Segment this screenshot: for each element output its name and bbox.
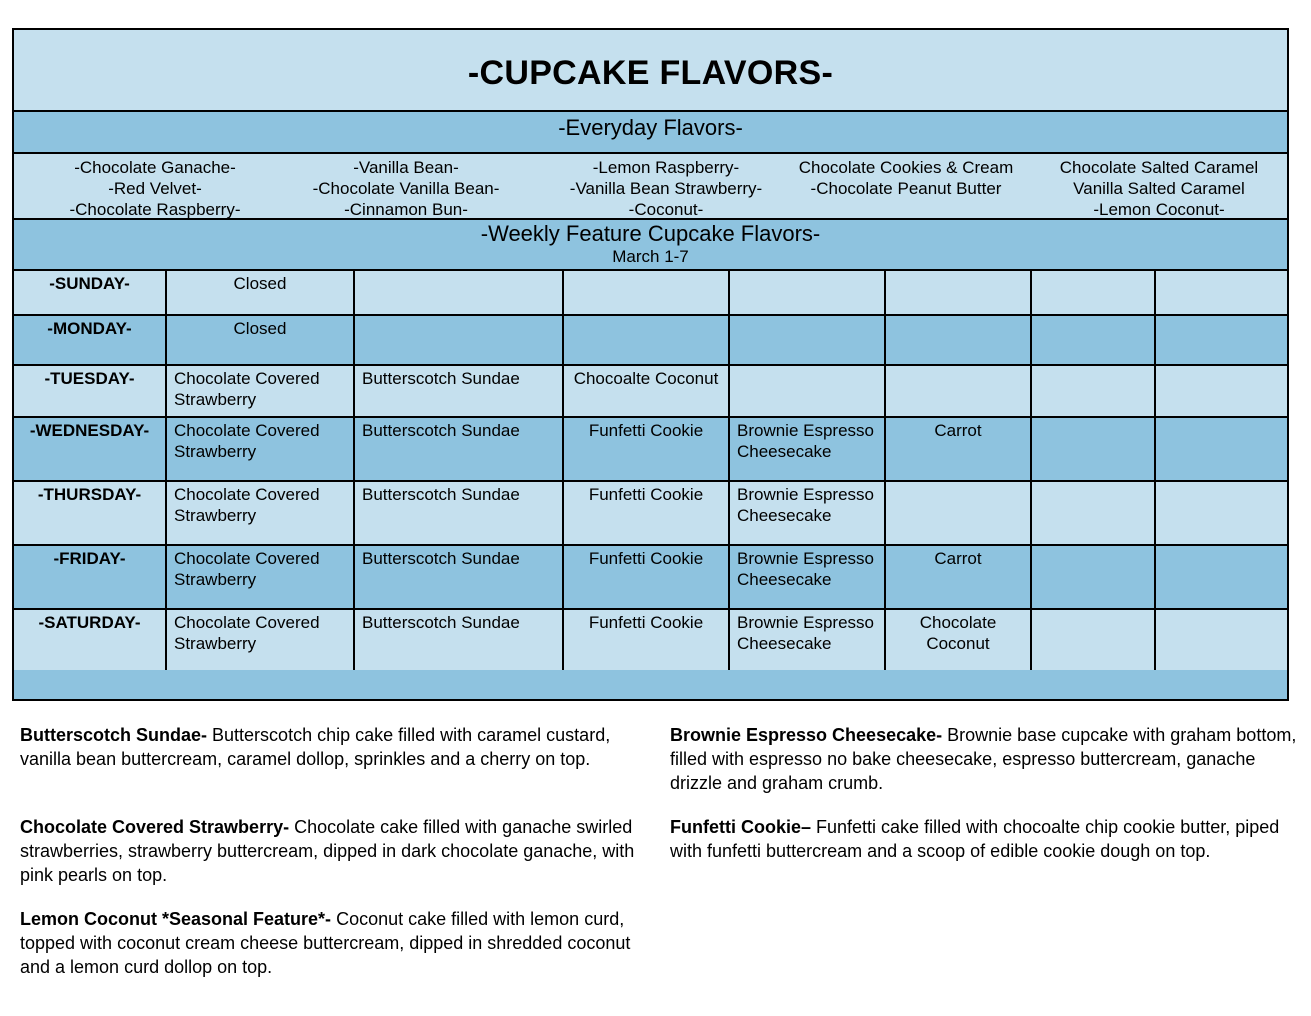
feature-flavor-cell (1031, 417, 1155, 481)
feature-flavor-cell: Butterscotch Sundae (354, 609, 563, 673)
description-name: Lemon Coconut *Seasonal Feature*- (20, 909, 332, 929)
feature-flavor-cell: Chocolate Covered Strawberry (166, 365, 354, 417)
feature-flavor-cell (1031, 545, 1155, 609)
everyday-heading-band (14, 112, 1287, 154)
feature-flavor-cell: Brownie Espresso Cheesecake (729, 481, 885, 545)
day-label: -WEDNESDAY- (14, 417, 166, 481)
everyday-heading: -Everyday Flavors- (558, 115, 743, 140)
everyday-flavor: Chocolate Cookies & Cream (798, 158, 1014, 177)
description-lemon-coconut (20, 907, 650, 979)
everyday-flavor: -Cinnamon Bun- (344, 200, 468, 219)
everyday-flavor: -Coconut- (628, 200, 704, 219)
weekly-dates: March 1-7 (612, 247, 689, 266)
day-label: -TUESDAY- (14, 365, 166, 417)
feature-flavor-cell: Funfetti Cookie (563, 545, 729, 609)
description-name: Butterscotch Sundae- (20, 725, 208, 745)
feature-flavor-cell (1031, 365, 1155, 417)
everyday-column-2 (296, 157, 516, 220)
feature-flavor-cell (885, 271, 1031, 315)
feature-flavor-cell (563, 271, 729, 315)
description-text: Butterscotch chip cake filled with caramel custard, vanilla bean buttercream, caramel dollop, sprinkles and a cherry on top. (20, 725, 611, 769)
everyday-flavor: -Lemon Coconut- (1093, 200, 1225, 219)
feature-flavor-cell (1031, 609, 1155, 673)
feature-flavor-cell (1031, 481, 1155, 545)
schedule-row (14, 545, 1287, 609)
feature-flavor-cell (1155, 609, 1287, 673)
feature-flavor-cell (1031, 315, 1155, 365)
description-funfetti-cookie (670, 815, 1306, 863)
everyday-flavor: Chocolate Salted Caramel (1059, 158, 1259, 177)
cupcake-menu-table (12, 28, 1289, 701)
day-label: -THURSDAY- (14, 481, 166, 545)
everyday-flavor: -Chocolate Raspberry- (69, 200, 241, 219)
feature-flavor-cell (354, 271, 563, 315)
everyday-flavor: -Vanilla Bean Strawberry- (569, 179, 763, 198)
weekly-heading: -Weekly Feature Cupcake Flavors- (480, 221, 821, 246)
feature-flavor-cell: Chocolate Coconut (885, 609, 1031, 673)
feature-flavor-cell (729, 315, 885, 365)
feature-flavor-cell: Chocoalte Coconut (563, 365, 729, 417)
feature-flavor-cell: Chocolate Covered Strawberry (166, 481, 354, 545)
day-label: -FRIDAY- (14, 545, 166, 609)
feature-flavor-cell (885, 481, 1031, 545)
description-name: Brownie Espresso Cheesecake- (670, 725, 943, 745)
description-text: Coconut cake filled with lemon curd, topped with coconut cream cheese buttercream, dipped in shredded coconut and a lemon curd dollop on top. (20, 909, 631, 977)
feature-flavor-cell: Closed (166, 271, 354, 315)
feature-flavor-cell (885, 315, 1031, 365)
feature-flavor-cell (885, 365, 1031, 417)
description-text: Chocolate cake filled with ganache swirled strawberries, strawberry buttercream, dipped in dark chocolate ganache, with pink pearls on top. (20, 817, 635, 885)
day-label: -SATURDAY- (14, 609, 166, 673)
feature-flavor-cell (1155, 417, 1287, 481)
weekly-heading-band (14, 220, 1287, 271)
feature-flavor-cell (1155, 545, 1287, 609)
schedule-row (14, 271, 1287, 315)
description-brownie-espresso-cheesecake (670, 723, 1306, 795)
everyday-column-3 (546, 157, 786, 220)
feature-flavor-cell: Butterscotch Sundae (354, 545, 563, 609)
page-title: -CUPCAKE FLAVORS- (467, 54, 834, 92)
feature-flavor-cell: Chocolate Covered Strawberry (166, 609, 354, 673)
feature-flavor-cell: Butterscotch Sundae (354, 365, 563, 417)
everyday-flavor: -Chocolate Ganache- (74, 158, 236, 177)
feature-flavor-cell: Funfetti Cookie (563, 609, 729, 673)
description-name: Chocolate Covered Strawberry- (20, 817, 290, 837)
feature-flavor-cell: Chocolate Covered Strawberry (166, 417, 354, 481)
feature-flavor-cell: Brownie Espresso Cheesecake (729, 545, 885, 609)
feature-flavor-cell (1155, 365, 1287, 417)
everyday-column-1 (14, 157, 296, 220)
schedule-row (14, 481, 1287, 545)
description-text: Brownie base cupcake with graham bottom, filled with espresso no bake cheesecake, espresso buttercream, ganache drizzle and graham crumb. (670, 725, 1297, 793)
everyday-column-4 (781, 157, 1031, 199)
everyday-flavor: -Chocolate Vanilla Bean- (312, 179, 500, 198)
description-chocolate-covered-strawberry (20, 815, 650, 887)
feature-flavor-cell (1031, 271, 1155, 315)
feature-flavor-cell: Funfetti Cookie (563, 417, 729, 481)
everyday-flavor: -Chocolate Peanut Butter (810, 179, 1002, 198)
feature-flavor-cell: Brownie Espresso Cheesecake (729, 609, 885, 673)
everyday-flavor-list (14, 154, 1287, 220)
description-butterscotch-sundae (20, 723, 650, 771)
feature-flavor-cell (1155, 315, 1287, 365)
feature-flavor-cell: Butterscotch Sundae (354, 481, 563, 545)
feature-flavor-cell: Closed (166, 315, 354, 365)
feature-flavor-cell (1155, 481, 1287, 545)
description-text: Funfetti cake filled with chocoalte chip cookie butter, piped with funfetti buttercream and a scoop of edible cookie dough on top. (670, 817, 1280, 861)
day-label: -SUNDAY- (14, 271, 166, 315)
feature-flavor-cell (729, 271, 885, 315)
feature-flavor-cell (1155, 271, 1287, 315)
schedule-row (14, 609, 1287, 673)
feature-flavor-cell (563, 315, 729, 365)
feature-flavor-cell: Brownie Espresso Cheesecake (729, 417, 885, 481)
title-band (14, 30, 1287, 112)
description-name: Funfetti Cookie– (670, 817, 812, 837)
footer-band (14, 670, 1287, 699)
everyday-flavor: -Lemon Raspberry- (592, 158, 740, 177)
feature-flavor-cell: Butterscotch Sundae (354, 417, 563, 481)
schedule-row (14, 365, 1287, 417)
schedule-row (14, 315, 1287, 365)
feature-flavor-cell: Funfetti Cookie (563, 481, 729, 545)
everyday-flavor: -Red Velvet- (108, 179, 202, 198)
everyday-column-5 (1031, 157, 1287, 220)
feature-flavor-cell: Carrot (885, 545, 1031, 609)
feature-flavor-cell (354, 315, 563, 365)
feature-flavor-cell: Chocolate Covered Strawberry (166, 545, 354, 609)
everyday-flavor: -Vanilla Bean- (353, 158, 459, 177)
day-label: -MONDAY- (14, 315, 166, 365)
everyday-flavor: Vanilla Salted Caramel (1073, 179, 1245, 198)
schedule-row (14, 417, 1287, 481)
weekly-schedule-table (14, 271, 1287, 674)
feature-flavor-cell: Carrot (885, 417, 1031, 481)
feature-flavor-cell (729, 365, 885, 417)
